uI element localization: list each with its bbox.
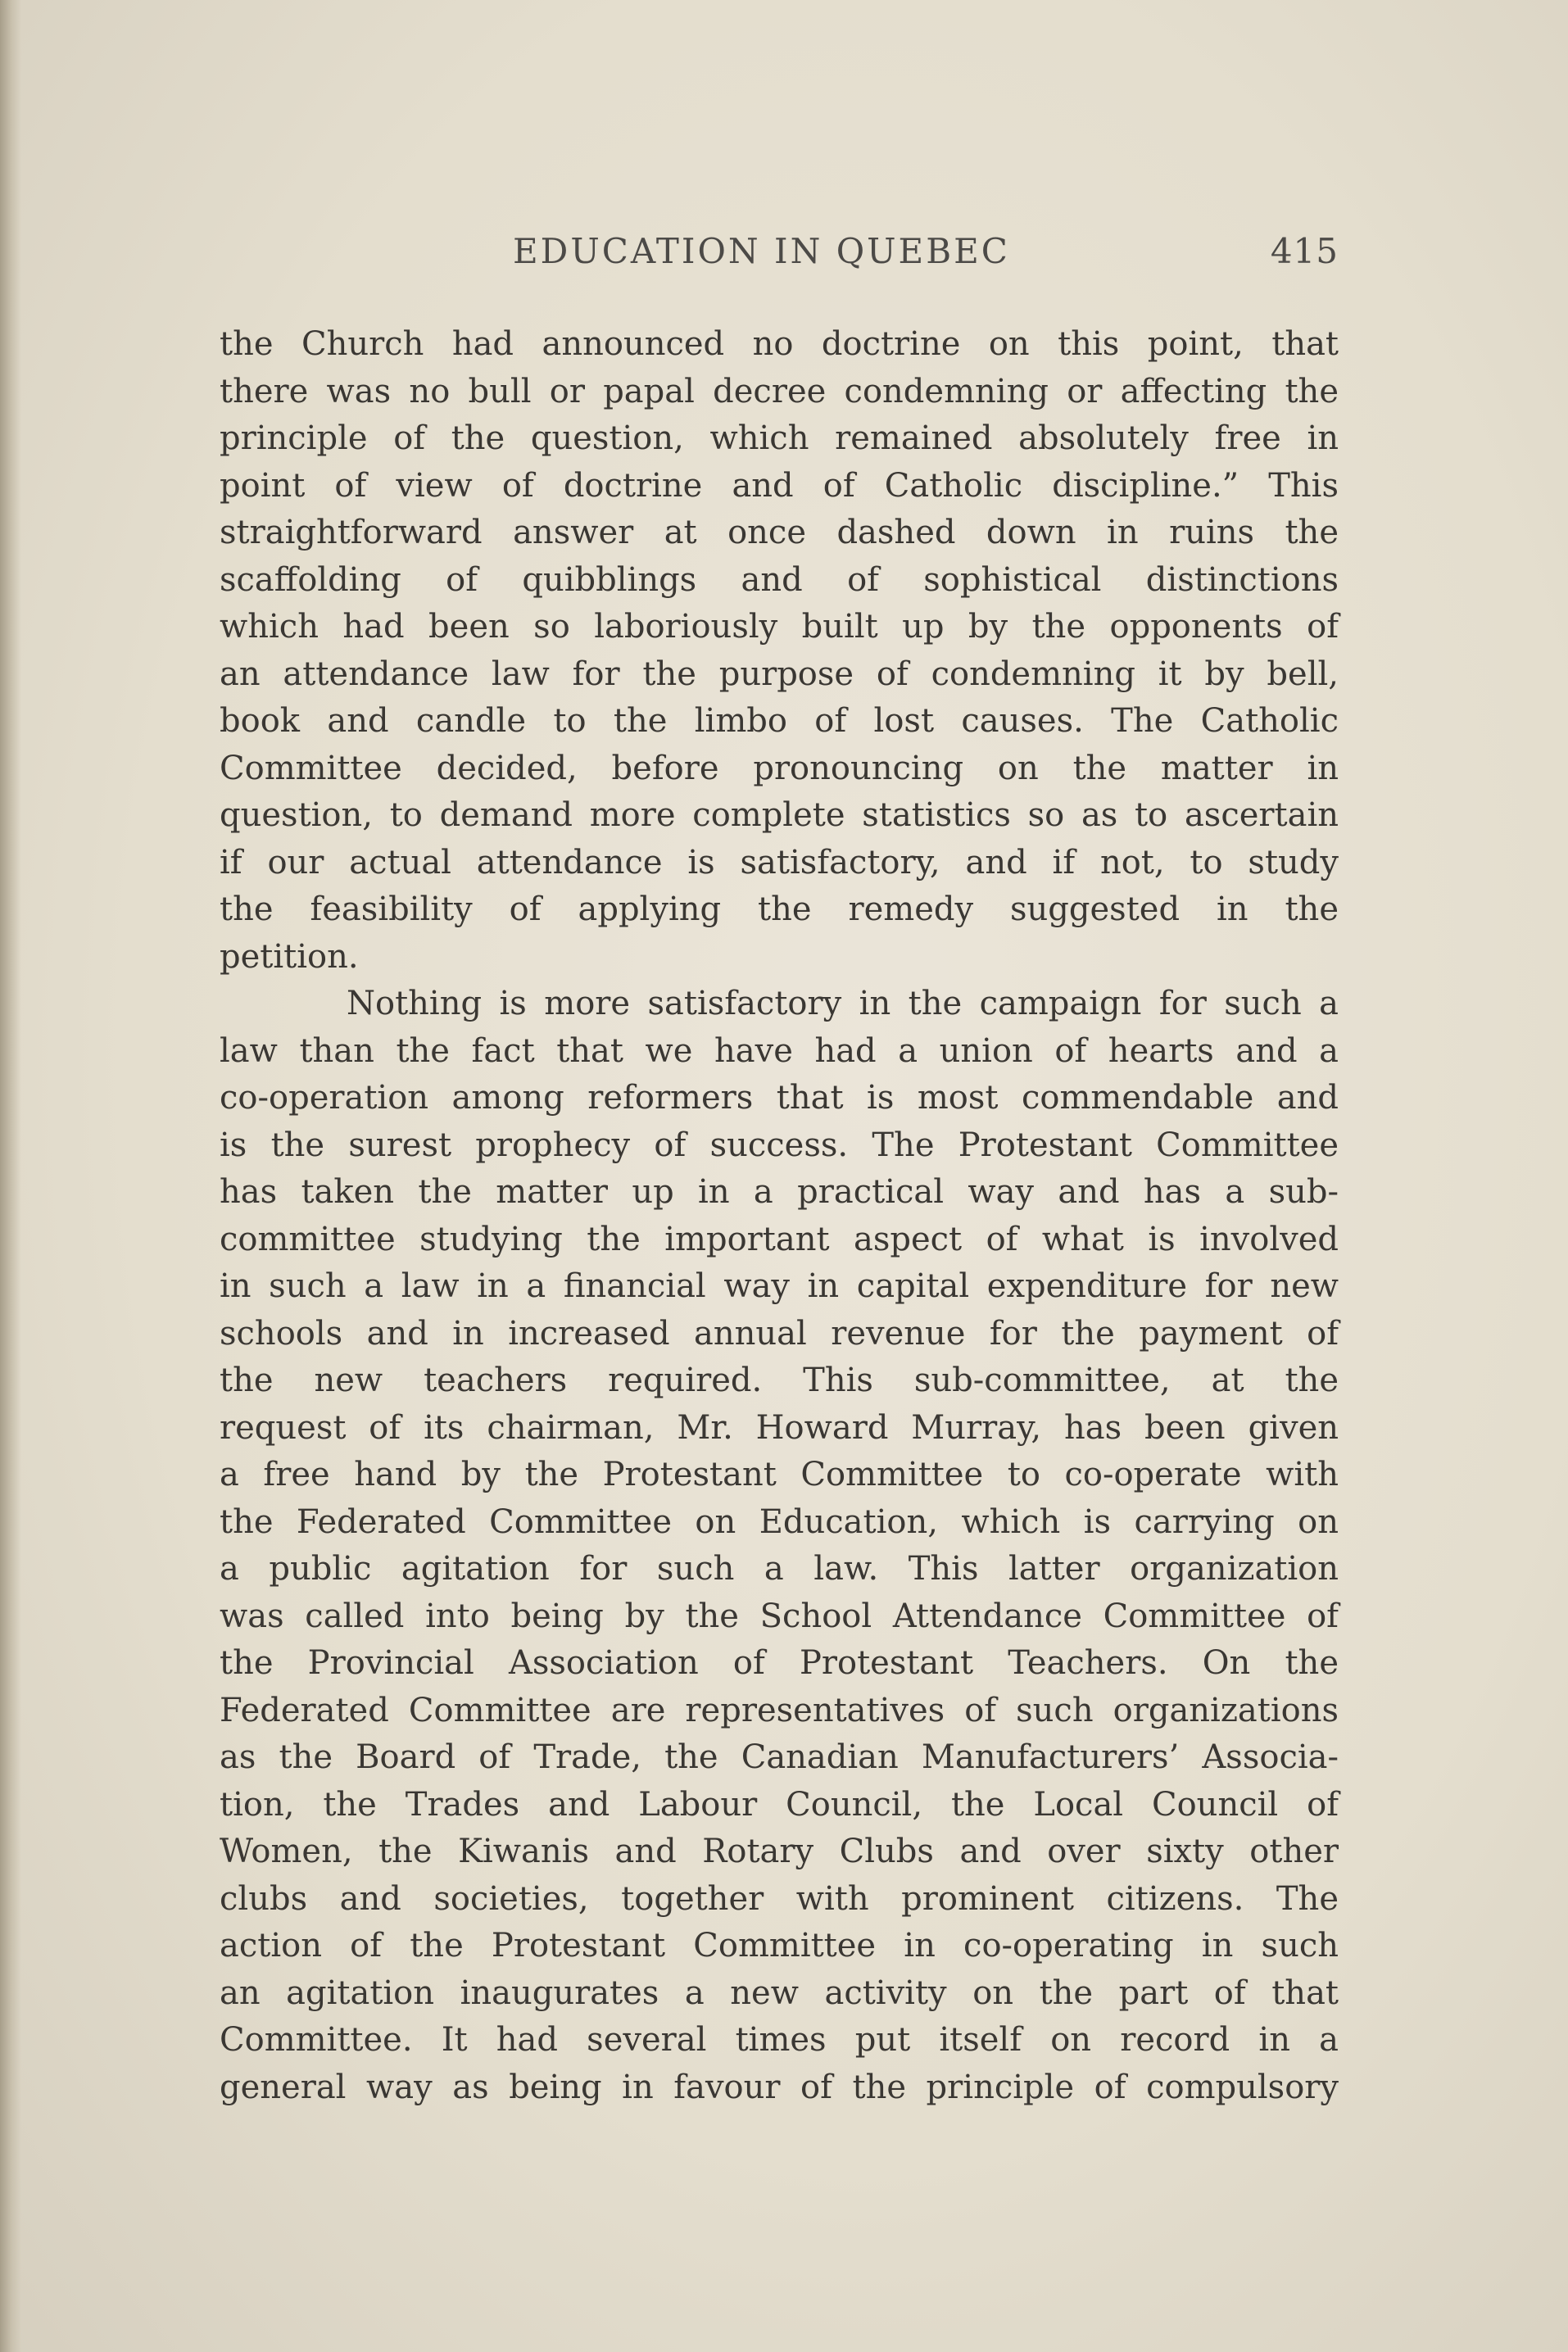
text-line: is the surest prophecy of success. The Protestant Committee xyxy=(220,1126,1339,1164)
text-line: Women, the Kiwanis and Rotary Clubs and over sixty other xyxy=(220,1833,1339,1870)
text-line: the Provincial Association of Protestant Teachers. On the xyxy=(220,1644,1339,1682)
paragraph xyxy=(220,981,1339,2111)
text-line: if our actual attendance is satisfactory, and if not, to study xyxy=(220,843,1339,881)
text-line: the Federated Committee on Education, which is carrying on xyxy=(220,1502,1339,1541)
page-header xyxy=(220,231,1339,288)
text-line: an attendance law for the purpose of condemning it by bell, xyxy=(220,655,1339,693)
text-line: petition. xyxy=(220,937,359,976)
text-line: point of view of doctrine and of Catholic discipline.” This xyxy=(220,466,1339,505)
text-line: scaffolding of quibblings and of sophistical distinctions xyxy=(220,560,1339,599)
page-number: 415 xyxy=(1270,231,1339,271)
text-line: tion, the Trades and Labour Council, the Local Council of xyxy=(220,1785,1339,1824)
text-line: law than the fact that we have had a union of hearts and a xyxy=(220,1031,1339,1070)
text-line: clubs and societies, together with prominent citizens. The xyxy=(220,1879,1339,1918)
text-line: action of the Protestant Committee in co-operating in such xyxy=(220,1927,1339,1965)
text-line: the Church had announced no doctrine on this point, that xyxy=(220,325,1339,363)
text-line: the new teachers required. This sub-committee, at the xyxy=(220,1362,1339,1399)
text-line: as the Board of Trade, the Canadian Manufacturers’ Associa- xyxy=(220,1738,1339,1776)
text-line: request of its chairman, Mr. Howard Murray, has been given xyxy=(220,1408,1339,1447)
text-line: book and candle to the limbo of lost causes. The Catholic xyxy=(220,702,1339,740)
text-line: has taken the matter up in a practical way and has a sub- xyxy=(220,1173,1339,1211)
text-line: was called into being by the School Attendance Committee of xyxy=(220,1597,1339,1635)
running-head: EDUCATION IN QUEBEC xyxy=(513,231,1010,271)
text-line: Committee decided, before pronouncing on the matter in xyxy=(220,749,1339,787)
text-line: schools and in increased annual revenue for the payment of xyxy=(220,1314,1339,1353)
text-line: which had been so laboriously built up by the opponents of xyxy=(220,608,1339,646)
page-binding-edge xyxy=(0,0,21,2352)
text-line: Federated Committee are representatives of such organizations xyxy=(220,1691,1339,1729)
text-line: an agitation inaugurates a new activity on the part of that xyxy=(220,1974,1339,2012)
text-line: committee studying the important aspect of what is involved xyxy=(220,1220,1339,1258)
text-line: a free hand by the Protestant Committee to co-operate with xyxy=(220,1456,1339,1493)
text-line: a public agitation for such a law. This latter organization xyxy=(220,1550,1339,1588)
text-line: co-operation among reformers that is most commendable and xyxy=(220,1079,1339,1117)
paragraph xyxy=(220,321,1339,981)
text-line: question, to demand more complete statistics so as to ascertain xyxy=(220,796,1339,834)
text-line: Nothing is more satisfactory in the campaign for such a xyxy=(347,985,1339,1022)
text-line: in such a law in a financial way in capital expenditure for new xyxy=(220,1267,1339,1305)
text-line: principle of the question, which remained absolutely free in xyxy=(220,419,1339,457)
text-line: general way as being in favour of the principle of compulsory xyxy=(220,2068,1339,2106)
text-line: straightforward answer at once dashed down in ruins the xyxy=(220,514,1339,551)
text-line: there was no bull or papal decree condemning or affecting the xyxy=(220,372,1339,410)
text-line: Committee. It had several times put itself on record in a xyxy=(220,2021,1339,2059)
text-line: the feasibility of applying the remedy suggested in the xyxy=(220,890,1339,928)
body-text xyxy=(220,321,1339,2111)
